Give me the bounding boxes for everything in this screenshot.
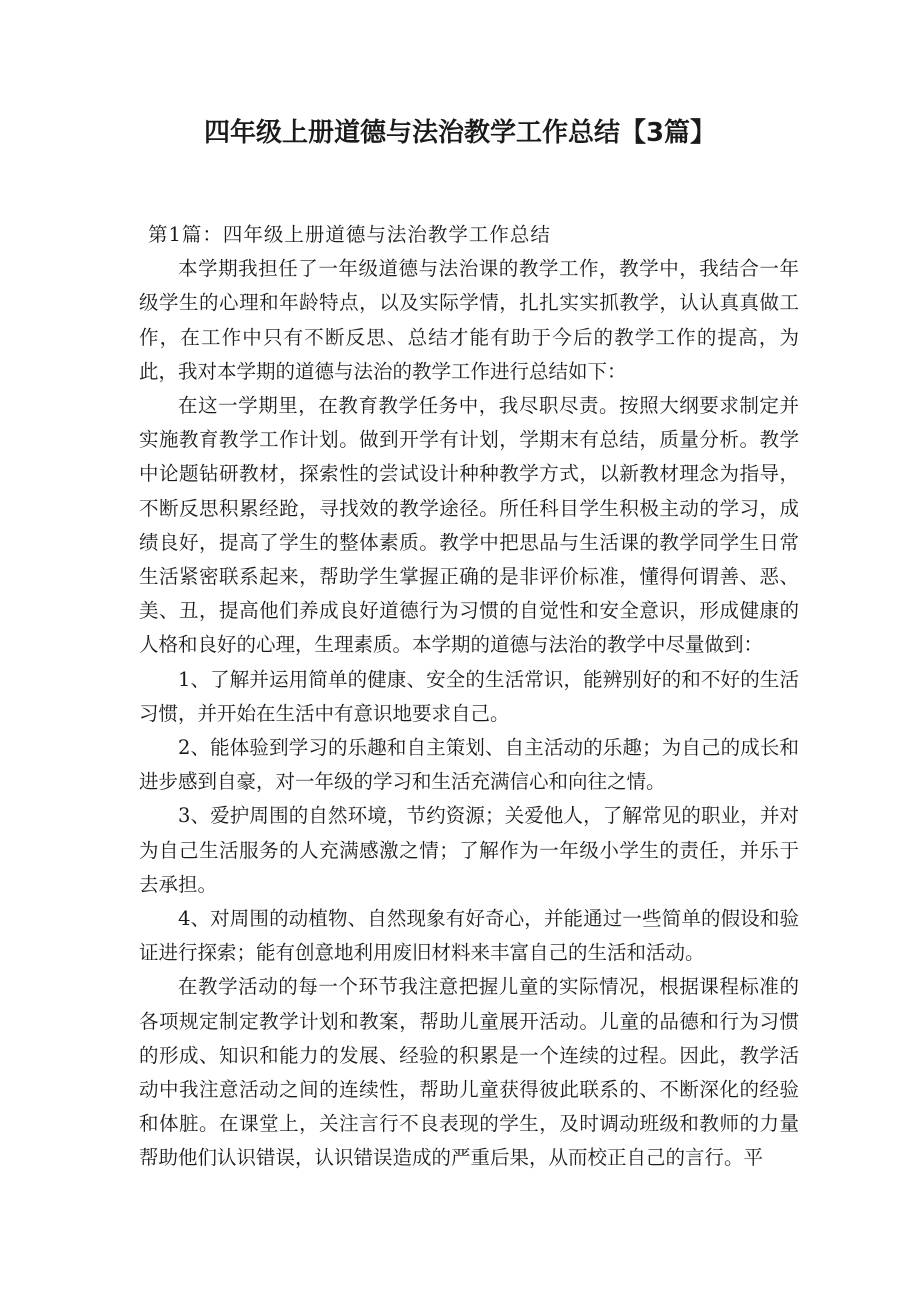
list-item-3: 3、爱护周围的自然环境，节约资源；关爱他人，了解常见的职业，并对为自己生活服务的人充满感激之情；了解作为一年级小学生的责任，并乐于去承担。	[139, 804, 799, 896]
paragraph-intro: 本学期我担任了一年级道德与法治课的教学工作，教学中，我结合一年级学生的心理和年龄特点，以及实际学情，扎扎实实抓教学，认认真真做工作，在工作中只有不断反思、总结才能有助于今后的教学工作的提高，为此，我对本学期的道德与法治的教学工作进行总结如下：	[139, 257, 799, 383]
chapter-heading: 第1篇：四年级上册道德与法治教学工作总结	[148, 223, 551, 246]
document-body	[139, 218, 799, 1176]
list-item-1: 1、了解并运用简单的健康、安全的生活常识，能辨别好的和不好的生活习惯，并开始在生活中有意识地要求自己。	[139, 667, 799, 725]
list-item-4: 4、对周围的动植物、自然现象有好奇心，并能通过一些简单的假设和验证进行探索；能有创意地利用废旧材料来丰富自己的生活和活动。	[139, 907, 799, 965]
paragraph-duties: 在这一学期里，在教育教学任务中，我尽职尽责。按照大纲要求制定并实施教育教学工作计划。做到开学有计划，学期末有总结，质量分析。教学中论题钻研教材，探索性的尝试设计种种教学方式，以新教材理念为指导，不断反思积累经跄，寻找效的教学途径。所任科目学生积极主动的学习，成绩良好，提高了学生的整体素质。教学中把思品与生活课的教学同学生日常生活紧密联系起来，帮助学生掌握正确的是非评价标准，懂得何谓善、恶、美、丑，提高他们养成良好道德行为习惯的自觉性和安全意识，形成健康的人格和良好的心理，生理素质。本学期的道德与法治的教学中尽量做到：	[139, 394, 799, 657]
list-item-2: 2、能体验到学习的乐趣和自主策划、自主活动的乐趣；为自己的成长和进步感到自豪，对一年级的学习和生活充满信心和向往之情。	[139, 736, 799, 794]
document-title: 四年级上册道德与法治教学工作总结【3篇】	[203, 118, 717, 148]
paragraph-activities: 在教学活动的每一个环节我注意把握儿童的实际情况，根据课程标准的各项规定制定教学计划和教案，帮助儿童展开活动。儿童的品德和行为习惯的形成、知识和能力的发展、经验的积累是一个连续的过程。因此，教学活动中我注意活动之间的连续性，帮助儿童获得彼此联系的、不断深化的经验和体脏。在课堂上，关注言行不良表现的学生，及时调动班级和教师的力量帮助他们认识错误，认识错误造成的严重后果，从而校正自己的言行。平	[139, 975, 799, 1170]
